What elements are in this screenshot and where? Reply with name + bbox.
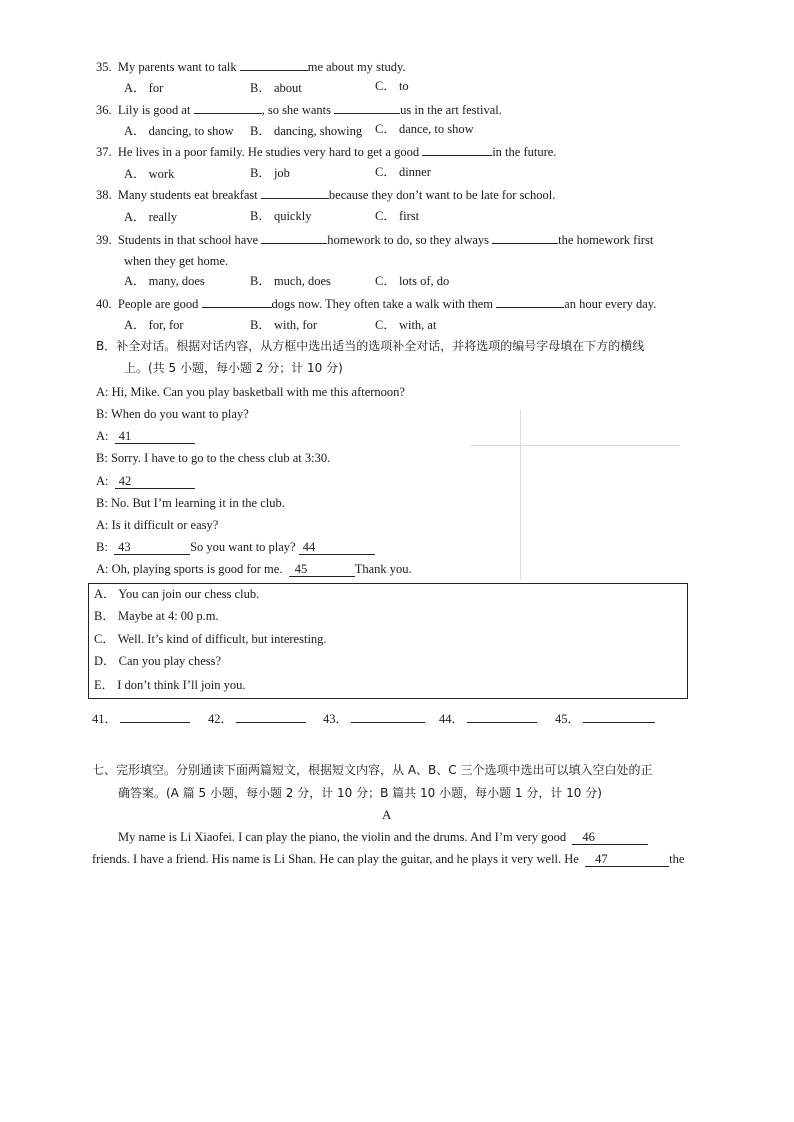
dialog-line xyxy=(96,561,412,577)
passage-label: A xyxy=(382,807,392,822)
passage-text: My name is Li Xiaofei. I can play the piano, the violin and the drums. And I’m very good xyxy=(118,830,567,844)
question-text: me about my study. xyxy=(307,60,406,74)
option-item: C． Well. It’s kind of difficult, but interesting. xyxy=(94,632,327,646)
question-36 xyxy=(96,101,502,118)
option-a: A． for, for xyxy=(124,318,184,332)
option-item: D． Can you play chess? xyxy=(94,654,222,668)
bleed-through-line xyxy=(470,445,680,446)
question-number: 36. xyxy=(96,103,112,117)
speaker: A: xyxy=(96,474,109,488)
instruction-text: 补全对话。根据对话内容，从方框中选出适当的选项补全对话，并将选项的编号字母填在下方的横线 xyxy=(116,339,645,353)
option-a: A． work xyxy=(124,167,175,181)
dialog-text: So you want to play? xyxy=(190,540,296,554)
passage-text: friends. I have a friend. His name is Li Shan. He can play the guitar, and he plays it very well. He xyxy=(92,852,579,866)
answer-43 xyxy=(323,710,425,727)
question-text: us in the art festival. xyxy=(400,103,502,117)
answer-blank xyxy=(583,710,655,723)
answer-label: 41． xyxy=(92,712,118,726)
section-label: B． xyxy=(96,339,117,353)
speaker: B: xyxy=(96,407,108,421)
section-b-instructions xyxy=(96,338,644,354)
answer-label: 45． xyxy=(555,712,581,726)
answer-blank xyxy=(261,186,329,199)
dialog-text: Is it difficult or easy? xyxy=(111,518,219,532)
question-text: People are good xyxy=(117,297,199,311)
question-text: Many students eat breakfast xyxy=(117,188,258,202)
answer-blank xyxy=(120,710,190,723)
section-7-title: 确答案。(A 篇 5 小题，每小题 2 分，计 10 分；B 篇共 10 小题，每小题 1 分，计 10 分) xyxy=(118,786,602,800)
speaker: B: xyxy=(96,496,108,510)
option-c: C． with, at xyxy=(375,318,437,332)
dialog-blank: 41 xyxy=(115,429,195,444)
question-text: when they get home. xyxy=(124,254,229,268)
option-c: C． first xyxy=(375,209,420,223)
question-number: 37. xyxy=(96,145,112,159)
question-text: the homework first xyxy=(558,233,654,247)
answer-blank xyxy=(496,295,564,308)
answer-blank xyxy=(351,710,425,723)
option-item: A． You can join our chess club. xyxy=(94,587,260,601)
question-text: because they don’t want to be late for school. xyxy=(328,188,556,202)
passage-blank: 46 xyxy=(572,830,648,845)
option-b: B． much, does xyxy=(250,274,331,288)
option-b: B． job xyxy=(250,166,290,180)
question-38 xyxy=(96,186,555,203)
option-a: A． for xyxy=(124,81,164,95)
speaker: A: xyxy=(96,518,109,532)
option-c: C． to xyxy=(375,79,409,93)
answer-blank xyxy=(334,101,400,114)
question-text: an hour every day. xyxy=(564,297,657,311)
dialog-text: Sorry. I have to go to the chess club at 3:30. xyxy=(110,451,331,465)
option-c: C． lots of, do xyxy=(375,274,450,288)
answer-blank xyxy=(202,295,272,308)
option-b: B． dancing, showing xyxy=(250,124,363,138)
passage-text: the xyxy=(669,852,685,866)
option-c: C． dance, to show xyxy=(375,122,474,136)
question-text: , so she wants xyxy=(261,103,332,117)
answer-45 xyxy=(555,710,655,727)
option-item: B． Maybe at 4: 00 p.m. xyxy=(94,609,219,623)
answer-41 xyxy=(92,710,190,727)
dialog-line xyxy=(96,384,405,400)
speaker: A: xyxy=(96,385,109,399)
speaker: A: xyxy=(96,429,109,443)
question-number: 35. xyxy=(96,60,112,74)
dialog-line xyxy=(96,450,330,466)
dialog-line xyxy=(96,473,195,489)
dialog-line xyxy=(96,495,285,511)
dialog-line xyxy=(96,539,375,555)
question-text: He lives in a poor family. He studies very hard to get a good xyxy=(117,145,420,159)
section-7-title: 七、完形填空。分别通读下面两篇短文，根据短文内容，从 A、B、C 三个选项中选出可以填入空白处的正 xyxy=(92,763,653,777)
option-c: C． dinner xyxy=(375,165,431,179)
question-35 xyxy=(96,58,406,75)
dialog-text: Thank you. xyxy=(354,562,412,576)
dialog-blank: 43 xyxy=(114,540,190,555)
option-a: A． many, does xyxy=(124,274,205,288)
dialog-line xyxy=(96,428,195,444)
question-text: dogs now. They often take a walk with them xyxy=(271,297,494,311)
answer-42 xyxy=(208,710,306,727)
answer-44 xyxy=(439,710,537,727)
answer-label: 43． xyxy=(323,712,349,726)
passage-line xyxy=(118,829,648,845)
dialog-line xyxy=(96,517,218,533)
answer-blank xyxy=(194,101,262,114)
passage-line xyxy=(92,851,684,867)
dialog-blank: 42 xyxy=(115,474,195,489)
question-text: homework to do, so they always xyxy=(327,233,490,247)
question-text: Students in that school have xyxy=(117,233,259,247)
dialog-text: Oh, playing sports is good for me. xyxy=(111,562,283,576)
option-a: A． dancing, to show xyxy=(124,124,234,138)
answer-label: 44． xyxy=(439,712,465,726)
speaker: B: xyxy=(96,540,108,554)
speaker: B: xyxy=(96,451,108,465)
answer-blank xyxy=(240,58,308,71)
option-a: A． really xyxy=(124,210,178,224)
dialog-line xyxy=(96,406,249,422)
option-b: B． about xyxy=(250,81,302,95)
dialog-text: No. But I’m learning it in the club. xyxy=(110,496,285,510)
option-b: B． quickly xyxy=(250,209,312,223)
question-number: 40. xyxy=(96,297,112,311)
dialog-blank: 44 xyxy=(299,540,375,555)
answer-label: 42． xyxy=(208,712,234,726)
question-text: Lily is good at xyxy=(117,103,191,117)
answer-blank xyxy=(422,143,492,156)
option-item: E． I don’t think I’ll join you. xyxy=(94,678,246,692)
question-text: My parents want to talk xyxy=(117,60,237,74)
bleed-through-line xyxy=(520,410,521,580)
answer-blank xyxy=(236,710,306,723)
answer-blank xyxy=(492,231,558,244)
instruction-text: 上。(共 5 小题，每小题 2 分；计 10 分) xyxy=(124,361,343,375)
question-39 xyxy=(96,231,653,248)
answer-blank xyxy=(261,231,327,244)
answer-blank xyxy=(467,710,537,723)
question-37 xyxy=(96,143,556,160)
speaker: A: xyxy=(96,562,109,576)
dialog-text: When do you want to play? xyxy=(110,407,249,421)
option-b: B． with, for xyxy=(250,318,318,332)
question-text: in the future. xyxy=(492,145,557,159)
question-number: 38. xyxy=(96,188,112,202)
dialog-text: Hi, Mike. Can you play basketball with me this afternoon? xyxy=(111,385,405,399)
question-40 xyxy=(96,295,656,312)
dialog-blank: 45 xyxy=(289,562,355,577)
passage-blank: 47 xyxy=(585,852,669,867)
question-number: 39. xyxy=(96,233,112,247)
